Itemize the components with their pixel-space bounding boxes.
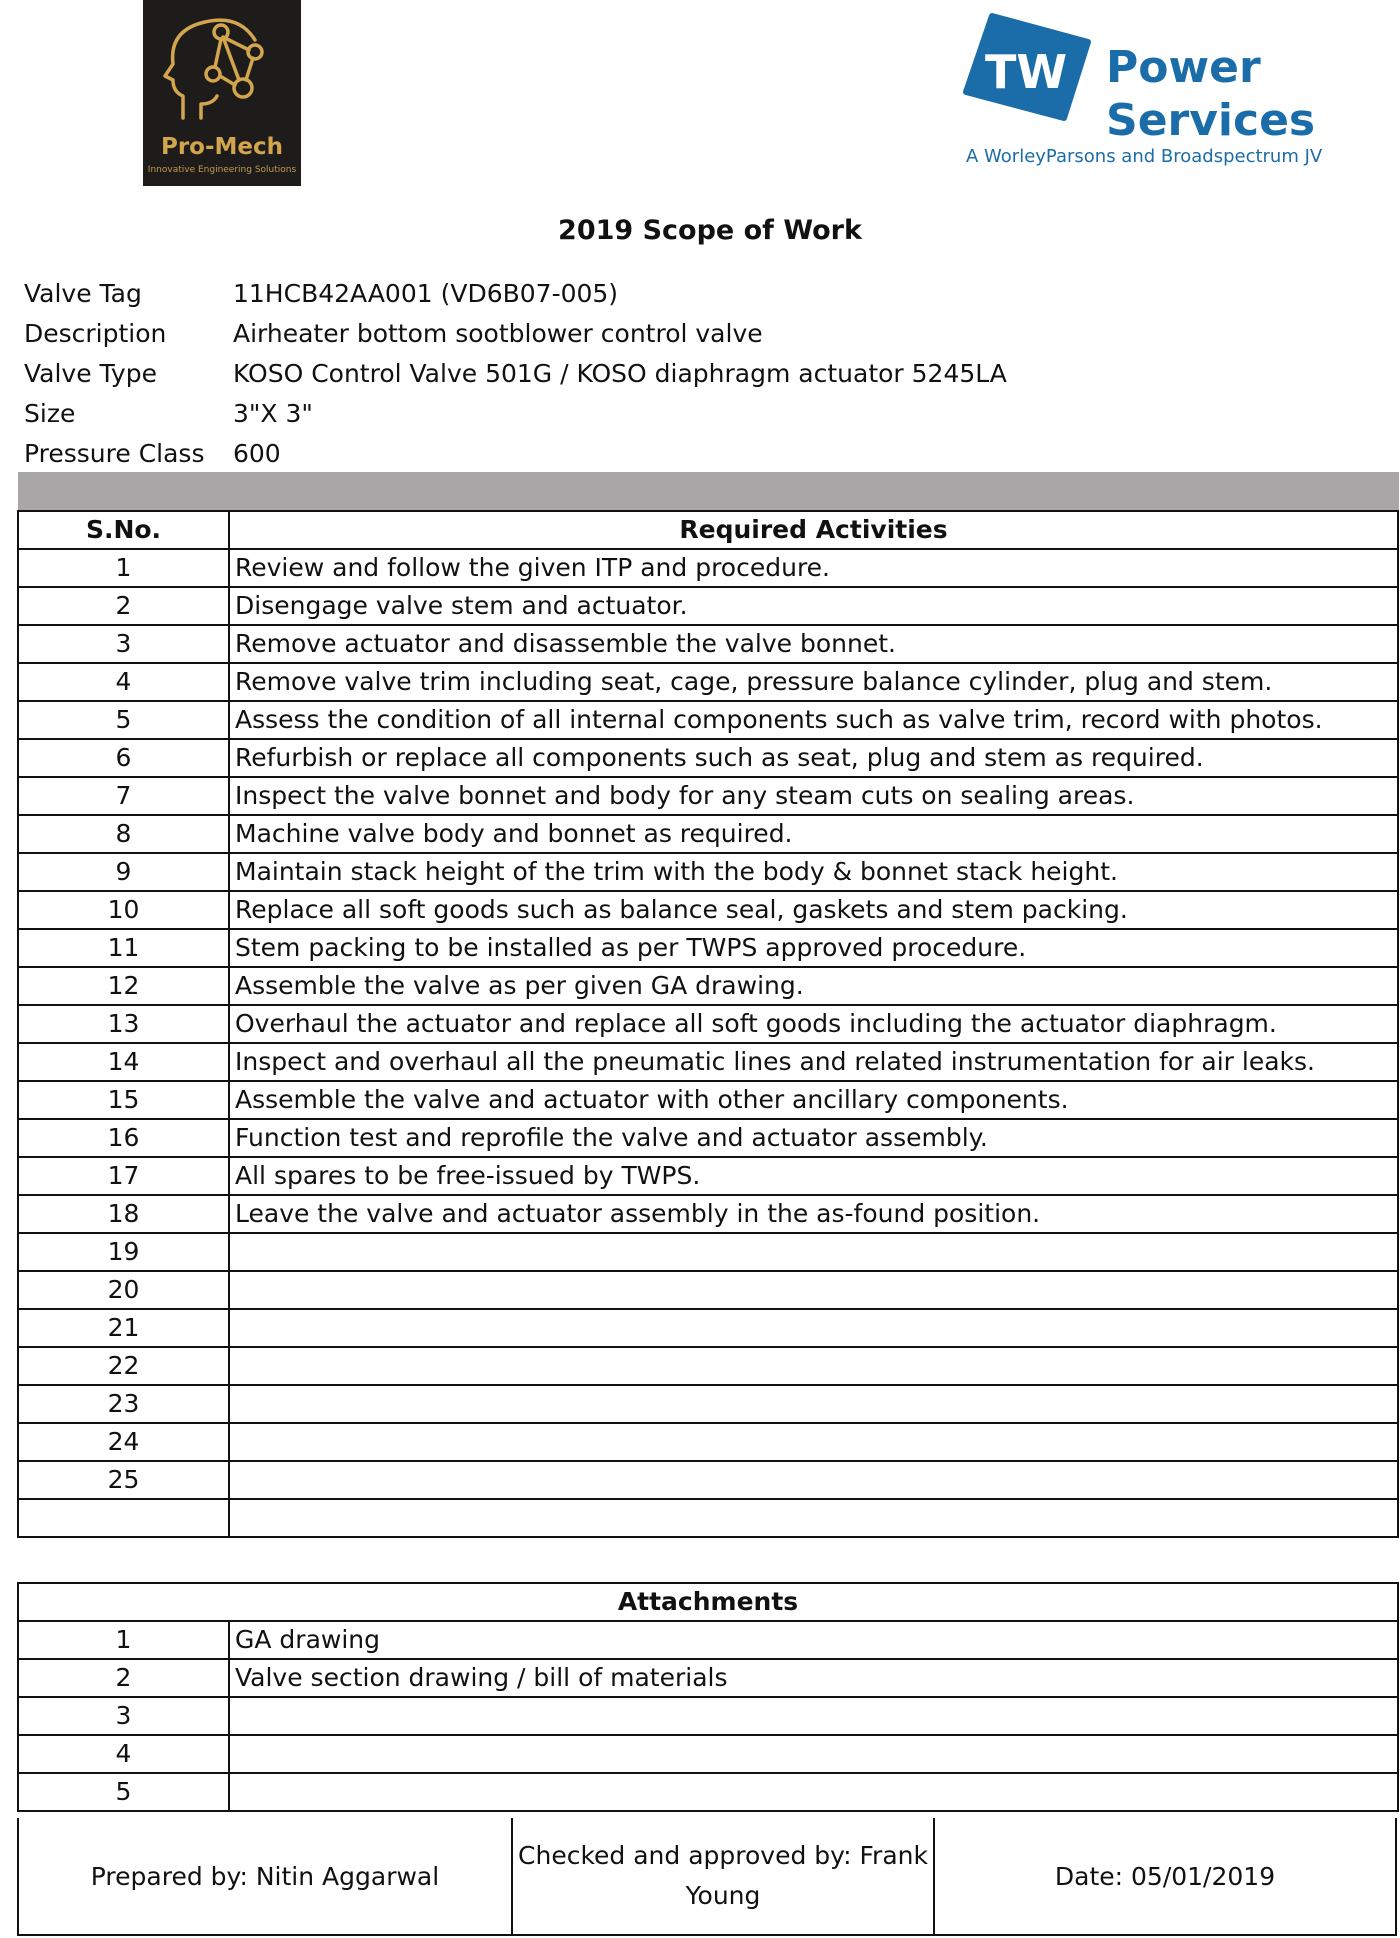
promech-brand: Pro-Mech — [160, 134, 284, 160]
row-activity: Overhaul the actuator and replace all soft goods including the actuator diaphragm. — [229, 1005, 1398, 1043]
table-row — [18, 701, 1398, 739]
row-number: 1 — [18, 549, 229, 587]
tw-mark-icon — [962, 12, 1092, 122]
row-activity: Review and follow the given ITP and procedure. — [229, 549, 1398, 587]
row-activity — [229, 1347, 1398, 1385]
head-network-icon — [143, 0, 301, 134]
row-activity — [229, 1697, 1398, 1735]
row-number: 4 — [18, 1735, 229, 1773]
table-row — [18, 1385, 1398, 1423]
activities-header-row — [18, 511, 1398, 549]
signoff-footer — [17, 1818, 1397, 1936]
table-row — [18, 1621, 1398, 1659]
attachments-heading: Attachments — [18, 1583, 1398, 1621]
table-row — [18, 1461, 1398, 1499]
table-row — [18, 587, 1398, 625]
table-row — [18, 1423, 1398, 1461]
tw-mark-text: TW — [984, 45, 1068, 99]
valve-tag-label: Valve Tag — [24, 279, 142, 308]
row-number: 5 — [18, 701, 229, 739]
prepared-by: Prepared by: Nitin Aggarwal — [90, 1861, 440, 1891]
table-row — [18, 625, 1398, 663]
row-activity: Remove actuator and disassemble the valve bonnet. — [229, 625, 1398, 663]
valve-tag-value: 11HCB42AA001 (VD6B07-005) — [233, 279, 619, 308]
attachments-table — [17, 1582, 1399, 1812]
attachments-header-row — [18, 1583, 1398, 1621]
table-row — [18, 549, 1398, 587]
row-number: 2 — [18, 1659, 229, 1697]
table-row — [18, 1043, 1398, 1081]
promech-tagline: Innovative Engineering Solutions — [147, 165, 297, 175]
row-number: 22 — [18, 1347, 229, 1385]
table-row — [18, 1309, 1398, 1347]
row-number: 11 — [18, 929, 229, 967]
table-row — [18, 815, 1398, 853]
activities-table — [17, 510, 1399, 1538]
table-row — [18, 663, 1398, 701]
size-value: 3"X 3" — [233, 399, 313, 428]
row-activity: Assess the condition of all internal components such as valve trim, record with photos. — [229, 701, 1398, 739]
table-row — [18, 1735, 1398, 1773]
row-number: 3 — [18, 625, 229, 663]
table-row — [18, 1119, 1398, 1157]
table-row — [18, 1347, 1398, 1385]
row-activity — [229, 1385, 1398, 1423]
row-activity — [229, 1773, 1398, 1811]
row-number: 8 — [18, 815, 229, 853]
row-number: 2 — [18, 587, 229, 625]
document-date: Date: 05/01/2019 — [1054, 1861, 1276, 1891]
row-number: 16 — [18, 1119, 229, 1157]
approved-by-line1: Checked and approved by: Frank — [518, 1841, 928, 1870]
row-activity: Inspect and overhaul all the pneumatic lines and related instrumentation for air leaks. — [229, 1043, 1398, 1081]
table-row — [18, 1195, 1398, 1233]
table-row — [18, 1271, 1398, 1309]
pressure-class-value: 600 — [233, 439, 281, 468]
table-row — [18, 929, 1398, 967]
table-row — [18, 739, 1398, 777]
logo-word-power: Power — [1106, 42, 1261, 93]
activities-column-header: Required Activities — [229, 511, 1398, 549]
table-row — [18, 853, 1398, 891]
sno-column-header: S.No. — [18, 511, 229, 549]
row-number: 12 — [18, 967, 229, 1005]
table-row — [18, 1081, 1398, 1119]
promech-logo — [143, 0, 301, 186]
table-row — [18, 1157, 1398, 1195]
table-row — [18, 1233, 1398, 1271]
row-activity: Function test and reprofile the valve and actuator assembly. — [229, 1119, 1398, 1157]
valve-type-value: KOSO Control Valve 501G / KOSO diaphragm actuator 5245LA — [233, 359, 1007, 388]
table-row — [18, 1659, 1398, 1697]
description-label: Description — [24, 319, 167, 348]
row-activity: Assemble the valve and actuator with other ancillary components. — [229, 1081, 1398, 1119]
row-number: 1 — [18, 1621, 229, 1659]
row-number: 7 — [18, 777, 229, 815]
row-activity — [229, 1423, 1398, 1461]
row-activity: Disengage valve stem and actuator. — [229, 587, 1398, 625]
size-row — [24, 394, 1007, 434]
row-number: 17 — [18, 1157, 229, 1195]
valve-type-row — [24, 354, 1007, 394]
description-value: Airheater bottom sootblower control valve — [233, 319, 763, 348]
row-activity: Stem packing to be installed as per TWPS approved procedure. — [229, 929, 1398, 967]
approved-by — [511, 1818, 935, 1934]
row-activity — [229, 1461, 1398, 1499]
table-row — [18, 1697, 1398, 1735]
row-activity: Valve section drawing / bill of materials — [229, 1659, 1398, 1697]
section-divider — [18, 472, 1399, 510]
pressure-class-row — [24, 434, 1007, 474]
table-row — [18, 1005, 1398, 1043]
row-activity: Remove valve trim including seat, cage, pressure balance cylinder, plug and stem. — [229, 663, 1398, 701]
table-row — [18, 967, 1398, 1005]
row-number: 23 — [18, 1385, 229, 1423]
row-number: 9 — [18, 853, 229, 891]
row-number: 10 — [18, 891, 229, 929]
description-row — [24, 314, 1007, 354]
row-number: 5 — [18, 1773, 229, 1811]
row-activity — [229, 1499, 1398, 1537]
row-activity: Machine valve body and bonnet as required. — [229, 815, 1398, 853]
tw-power-services-logo — [956, 10, 1323, 170]
valve-info — [24, 274, 1007, 474]
size-label: Size — [24, 399, 76, 428]
row-activity: Inspect the valve bonnet and body for any steam cuts on sealing areas. — [229, 777, 1398, 815]
row-number: 14 — [18, 1043, 229, 1081]
row-number: 3 — [18, 1697, 229, 1735]
row-number: 24 — [18, 1423, 229, 1461]
row-activity — [229, 1309, 1398, 1347]
row-activity: Refurbish or replace all components such as seat, plug and stem as required. — [229, 739, 1398, 777]
pressure-class-label: Pressure Class — [24, 439, 205, 468]
row-number: 19 — [18, 1233, 229, 1271]
row-activity: Leave the valve and actuator assembly in the as-found position. — [229, 1195, 1398, 1233]
row-number: 15 — [18, 1081, 229, 1119]
row-number: 18 — [18, 1195, 229, 1233]
logo-subtitle: A WorleyParsons and Broadspectrum JV — [966, 146, 1323, 167]
row-number: 20 — [18, 1271, 229, 1309]
row-activity: All spares to be free-issued by TWPS. — [229, 1157, 1398, 1195]
table-row — [18, 1499, 1398, 1537]
row-activity — [229, 1271, 1398, 1309]
row-number: 25 — [18, 1461, 229, 1499]
row-activity — [229, 1233, 1398, 1271]
row-activity: Replace all soft goods such as balance seal, gaskets and stem packing. — [229, 891, 1398, 929]
page-title: 2019 Scope of Work — [558, 215, 862, 246]
table-row — [18, 777, 1398, 815]
row-number: 13 — [18, 1005, 229, 1043]
table-row — [18, 891, 1398, 929]
table-row — [18, 1773, 1398, 1811]
row-activity: Assemble the valve as per given GA drawing. — [229, 967, 1398, 1005]
row-number: 6 — [18, 739, 229, 777]
row-number — [18, 1499, 229, 1537]
row-activity — [229, 1735, 1398, 1773]
row-number: 4 — [18, 663, 229, 701]
row-number: 21 — [18, 1309, 229, 1347]
approved-by-line2: Young — [685, 1881, 761, 1910]
logo-word-services: Services — [1106, 95, 1316, 146]
valve-type-label: Valve Type — [24, 359, 157, 388]
row-activity: Maintain stack height of the trim with the body & bonnet stack height. — [229, 853, 1398, 891]
row-activity: GA drawing — [229, 1621, 1398, 1659]
valve-tag-row — [24, 274, 1007, 314]
